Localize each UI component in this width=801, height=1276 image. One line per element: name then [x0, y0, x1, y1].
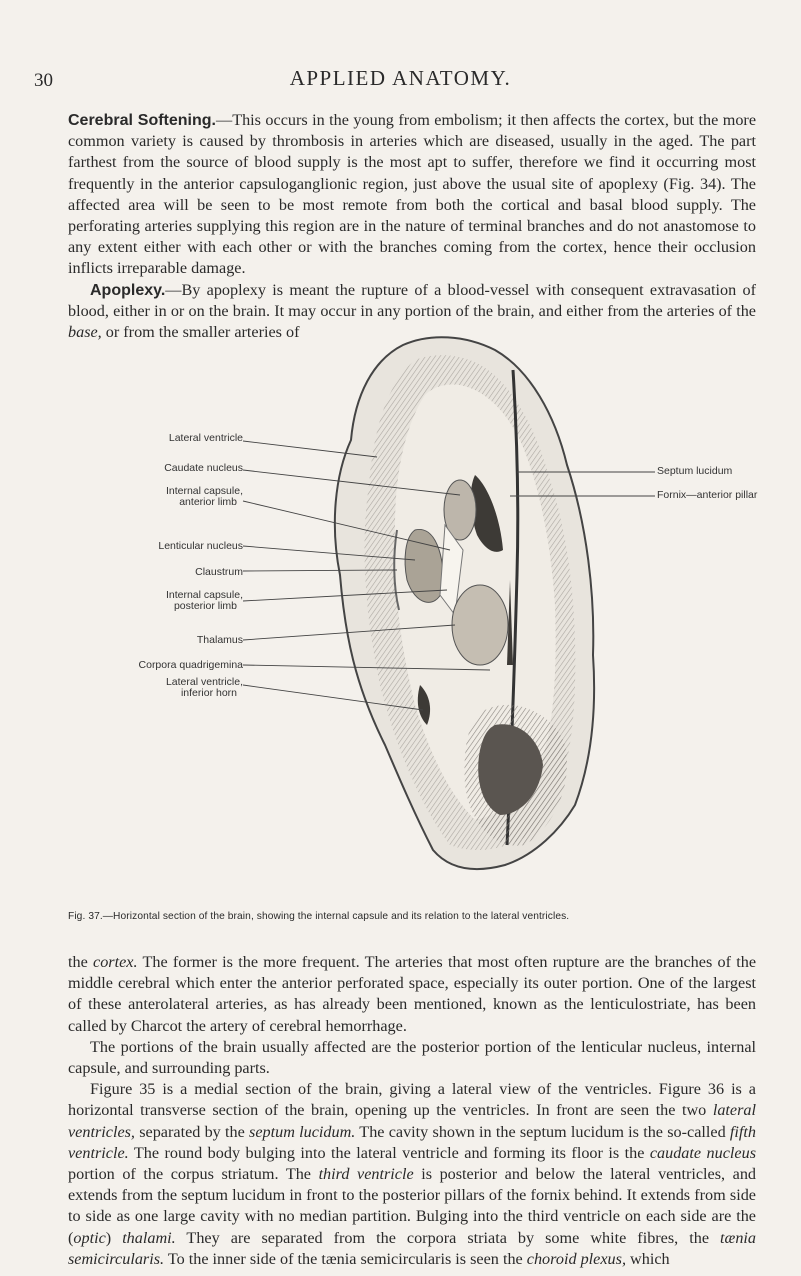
- top-text-block: [68, 110, 756, 343]
- brain-section-figure: [115, 325, 758, 895]
- emphasis: fifth ventricle.: [68, 1122, 757, 1162]
- paragraph-text: portion of the corpus striatum. The: [68, 1165, 319, 1184]
- label-caudate-nucleus: Caudate nucleus: [164, 462, 243, 474]
- heading-apoplexy: Apoplexy.: [90, 281, 166, 299]
- paragraph-cerebral-softening: [68, 110, 756, 280]
- paragraph-text: To the inner side of the tænia semicircularis is seen the: [164, 1249, 527, 1268]
- paragraph-text: which: [626, 1249, 670, 1268]
- paragraph-continuation: [68, 952, 756, 1037]
- label-claustrum: Claustrum: [195, 566, 243, 578]
- figure-caption: Fig. 37.—Horizontal section of the brain, showing the internal capsule and its relation to the lateral ventricles.: [68, 911, 570, 922]
- emphasis: base,: [68, 323, 102, 342]
- emphasis: septum lucidum.: [249, 1122, 356, 1141]
- paragraph-text: The round body bulging into the lateral ventricle and forming its floor is the: [128, 1143, 650, 1162]
- emphasis: caudate nucleus: [649, 1143, 756, 1162]
- running-head: APPLIED ANATOMY.: [289, 66, 512, 90]
- paragraph-text: ): [105, 1228, 123, 1247]
- paragraph-text: or from the smaller arteries of: [101, 323, 300, 342]
- label-internal-capsule-posterior-limb: posterior limb: [173, 600, 237, 612]
- page-number: 30: [34, 70, 53, 91]
- emphasis: lateral ventricles,: [68, 1101, 756, 1141]
- heading-cerebral-softening: Cerebral Softening.: [68, 112, 216, 129]
- label-lateral-ventricle: Lateral ventricle: [168, 432, 243, 444]
- emphasis: cortex.: [93, 953, 138, 971]
- bottom-text-block: [68, 952, 756, 1270]
- paragraph-text: the: [68, 953, 94, 971]
- label-corpora-quadrigemina: Corpora quadrigemina: [138, 659, 243, 671]
- paragraph-text: The cavity shown in the septum lucidum is the so-called: [355, 1122, 730, 1141]
- emphasis: choroid plexus,: [526, 1249, 626, 1268]
- paragraph-text: —By apoplexy is meant the rupture of a blood-vessel with consequent extravasation of blood, either in or on the brain. It may occur in any portion of the brain, and either from the arteries of the: [68, 280, 756, 320]
- label-lenticular-nucleus: Lenticular nucleus: [158, 540, 243, 552]
- emphasis: third ventricle: [318, 1165, 414, 1184]
- emphasis: optic: [73, 1228, 106, 1247]
- paragraph-figures: [68, 1079, 756, 1270]
- label-thalamus: Thalamus: [196, 634, 243, 646]
- paragraph-text: is posterior and below the lateral ventricles, and extends from the septum lucidum in front to the posterior pillars of the fornix behind. It extends from side to side as one large cavity with no median partition. Bulging into the third ventricle on each side are the (: [68, 1165, 757, 1247]
- label-lateral-ventricle-inferior: Lateral ventricle,: [165, 676, 243, 688]
- label-lateral-ventricle-inferior-horn: inferior horn: [180, 687, 237, 699]
- paragraph-text: They are separated from the corpora striata by some white fibres, the: [175, 1228, 721, 1247]
- paragraph-text: —This occurs in the young from embolism; it then affects the cortex, but the more common variety is caused by thrombosis in arteries which are diseased, usually in the aged. The part farthest from the source of blood supply is the most apt to suffer, therefore we find it occurring most frequently in the anterior capsuloganglionic region, just above the usual site of apoplexy (Fig. 34). The affected area will be seen to be most remote from both the cortical and basal blood supply. The perforating arteries supplying this region are in the nature of terminal branches and do not anastomose to any extent either with each other or with the branches coming from the cortex, hence their occlusion inflicts irreparable damage.: [68, 111, 757, 278]
- paragraph-text: The former is the more frequent. The arteries that most often rupture are the branches of the middle cerebral which enter the anterior perforated space, especially its outer portion. One of the largest of these anterolateral arteries, as has already been mentioned, known as the lenticulostriate, has been called by Charcot the artery of cerebral hemorrhage.: [68, 953, 757, 1035]
- emphasis: tænia semicircularis.: [68, 1228, 757, 1268]
- emphasis: thalami.: [122, 1228, 176, 1247]
- label-fornix-anterior-pillar: Fornix—anterior pillar: [657, 489, 758, 501]
- label-internal-capsule-anterior-limb: anterior limb: [179, 496, 237, 508]
- paragraph-text: Figure 35 is a medial section of the brain, giving a lateral view of the ventricles. Figure 36 is a horizontal transverse section of the brain, opening up the ventricles. In front are seen the two: [68, 1080, 756, 1120]
- label-internal-capsule-posterior: Internal capsule,: [165, 589, 243, 601]
- label-septum-lucidum: Septum lucidum: [657, 465, 733, 477]
- paragraph-affected-portions: The portions of the brain usually affected are the posterior portion of the lenticular nucleus, internal capsule, and surrounding parts.: [68, 1037, 756, 1078]
- paragraph-text: separated by the: [134, 1122, 250, 1141]
- label-internal-capsule-anterior: Internal capsule,: [165, 485, 243, 497]
